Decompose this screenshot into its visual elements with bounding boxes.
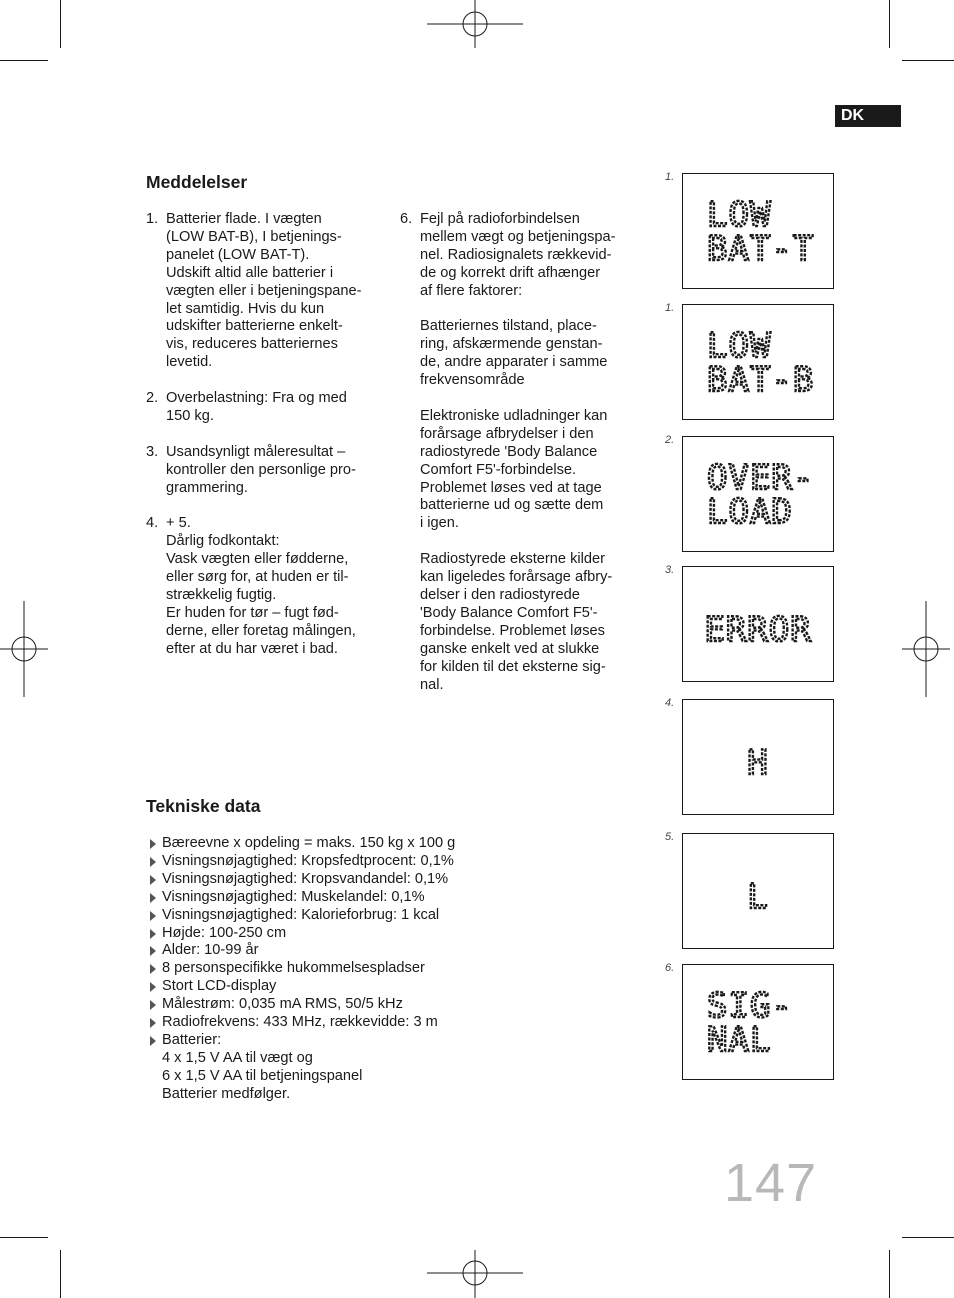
spec-text: Radiofrekvens: 433 MHz, rækkevidde: 3 m [162,1014,438,1031]
crop-mark [60,1250,61,1298]
message-text-line: de, andre apparater i samme [420,354,608,371]
spec-item [146,942,455,960]
spec-item [146,1032,455,1050]
message-text-line: derne, eller foretag målingen, [166,622,356,639]
lcd-text-line: LOW [707,195,772,235]
message-text-line: let samtidig. Hvis du kun [166,300,325,317]
lcd-display [682,173,834,289]
message-text-line: Elektroniske udladninger kan [420,407,608,424]
registration-mark-icon [902,601,950,697]
bullet-arrow-icon [150,911,156,921]
message-text-line: strækkelig fugtig. [166,586,277,603]
crop-mark [889,0,890,48]
lcd-text-line: OVER- [707,458,815,498]
bullet-arrow-icon [150,893,156,903]
bullet-arrow-icon [150,857,156,867]
message-text-line: efter at du har været i bad. [166,640,338,657]
message-text-line: Vask vægten eller fødderne, [166,551,349,568]
message-text-line: Batterier flade. I vægten [166,211,322,227]
section-heading-tekniske-data: Tekniske data [146,796,261,816]
crop-mark [60,0,61,48]
message-text-line: batterierne ud og sætte dem [420,497,604,514]
bullet-arrow-icon [150,964,156,974]
lcd-text-line: ERROR [704,610,812,650]
lcd-text-line: L [747,877,769,917]
spec-text: Batterier medfølger. [162,1085,291,1102]
bullet-arrow-icon [150,839,156,849]
spec-item [146,889,455,907]
spec-text: Målestrøm: 0,035 mA RMS, 50/5 kHz [162,996,403,1013]
lcd-display [682,566,834,682]
message-text-line: Fejl på radioforbindelsen [420,211,580,227]
display-label: 1. [665,302,675,314]
crop-mark [902,1237,954,1238]
message-number: 4. [146,515,159,532]
message-text-line: af flere faktorer: [420,282,523,299]
message-text-line: Problemet løses ved at tage [420,479,602,496]
message-text-line: nel. Radiosignalets rækkevid- [420,246,612,263]
crop-mark [0,60,48,61]
message-text-line: for kilden til det eksterne sig- [420,658,606,675]
message-text-line: Radiostyrede eksterne kilder [420,551,605,568]
message-text-line: panelet (LOW BAT-T). [166,246,310,263]
spec-text: Visningsnøjagtighed: Kalorieforbrug: 1 kcal [162,906,440,923]
spec-item [146,1068,455,1086]
display-label: 2. [665,434,675,446]
section-heading-meddelelser: Meddelelser [146,172,248,192]
message-text-line: mellem vægt og betjeningspa- [420,228,616,245]
message-text-line: nal. [420,676,444,693]
message-text-line: eller sørg for, at huden er til- [166,569,349,586]
spec-text: 8 personspecifikke hukommelsespladser [162,960,425,977]
message-text-line: i igen. [420,515,459,532]
message-text-line: Dårlig fodkontakt: [166,533,280,550]
paragraph-gap [420,301,645,319]
message-text-line: vægten eller i betjeningspane- [166,282,362,299]
message-text-line: (LOW BAT-B), I betjenings- [166,228,342,245]
message-text-line: Er huden for tør – fugt fød- [166,604,339,621]
lcd-display [682,304,834,420]
display-label: 1. [665,171,675,183]
language-tab: DK [835,105,901,127]
spec-text: 6 x 1,5 V AA til betjeningspanel [162,1067,363,1084]
crop-mark [902,60,954,61]
paragraph-gap [420,533,645,551]
spec-text: Visningsnøjagtighed: Muskelandel: 0,1% [162,888,425,905]
spec-text: 4 x 1,5 V AA til vægt og [162,1049,313,1066]
message-text-line: 'Body Balance Comfort F5'- [420,604,598,621]
messages-column-2 [400,211,645,712]
spec-text: Alder: 10-99 år [162,942,259,959]
bullet-arrow-icon [150,982,156,992]
message-text-line: grammering. [166,479,248,496]
crop-mark [0,1237,48,1238]
lcd-text-line: SIG- [707,986,793,1026]
message-text-line: Udskift altid alle batterier i [166,264,334,281]
lcd-display [682,436,834,552]
message-number: 2. [146,390,159,407]
spec-list [146,835,455,1104]
bullet-arrow-icon [150,1000,156,1010]
spec-item [146,996,455,1014]
message-item [400,211,645,694]
registration-mark-icon [0,601,48,697]
spec-text: Højde: 100-250 cm [162,924,287,941]
message-text-line: forårsage afbrydelser i den [420,425,594,442]
spec-text: Visningsnøjagtighed: Kropsfedtprocent: 0,1% [162,852,454,869]
message-item [146,515,386,658]
message-text-line: levetid. [166,354,213,371]
display-label: 6. [665,962,675,974]
spec-item [146,1086,455,1104]
message-text-line: Batteriernes tilstand, place- [420,318,597,335]
page-number: 147 [724,1153,818,1213]
message-item [146,444,386,498]
message-text-line: 150 kg. [166,407,214,424]
bullet-arrow-icon [150,1018,156,1028]
message-text-line: vis, reduceres batteriernes [166,336,338,353]
bullet-arrow-icon [150,875,156,885]
spec-text: Batterier: [162,1031,222,1048]
message-text-line: frekvensområde [420,372,525,389]
message-text-line: radiostyrede 'Body Balance [420,443,598,460]
lcd-text-line: BAT-T [707,229,815,269]
spec-item [146,835,455,853]
bullet-arrow-icon [150,946,156,956]
crop-mark [889,1250,890,1298]
spec-item [146,853,455,871]
message-text-line: udskifter batterierne enkelt- [166,318,343,335]
spec-text: Stort LCD-display [162,978,277,995]
message-text-line: ring, afskærmende genstan- [420,336,603,353]
message-text-line: kontroller den personlige pro- [166,461,356,478]
message-number: 3. [146,443,159,460]
spec-item [146,1014,455,1032]
registration-mark-icon [427,1250,523,1298]
display-label: 3. [665,564,675,576]
message-number: 1. [146,211,159,227]
message-item [146,211,386,372]
message-text-line: Usandsynligt måleresultat – [166,443,346,460]
spec-text: Bæreevne x opdeling = maks. 150 kg x 100 g [162,835,456,851]
message-item [146,390,386,426]
spec-item [146,960,455,978]
message-text-line: delser i den radiostyrede [420,586,580,603]
spec-item [146,871,455,889]
message-text-line: kan ligeledes forårsage afbry- [420,569,613,586]
lcd-text-line: LOAD [707,492,793,532]
message-text-line: Comfort F5'-forbindelse. [420,461,577,478]
paragraph-gap [420,390,645,408]
message-text-line: forbindelse. Problemet løses [420,622,605,639]
message-text-line: de og korrekt drift afhænger [420,264,601,281]
message-number: 6. [400,211,413,227]
message-text-line: Overbelastning: Fra og med [166,390,347,407]
messages-column-1 [146,211,386,677]
display-label: 4. [665,697,675,709]
spec-item [146,907,455,925]
lcd-display [682,833,834,949]
spec-item [146,925,455,943]
lcd-display [682,699,834,815]
lcd-text-line: H [747,743,769,783]
registration-mark-icon [427,0,523,48]
lcd-text-line: NAL [707,1020,772,1060]
message-text-line: ganske enkelt ved at slukke [420,640,600,657]
bullet-arrow-icon [150,929,156,939]
lcd-display [682,964,834,1080]
lcd-text-line: BAT-B [707,360,815,400]
bullet-arrow-icon [150,1036,156,1046]
spec-text: Visningsnøjagtighed: Kropsvandandel: 0,1% [162,870,449,887]
display-label: 5. [665,831,675,843]
message-text-line: + 5. [166,515,191,532]
lcd-text-line: LOW [707,326,772,366]
spec-item [146,978,455,996]
spec-item [146,1050,455,1068]
